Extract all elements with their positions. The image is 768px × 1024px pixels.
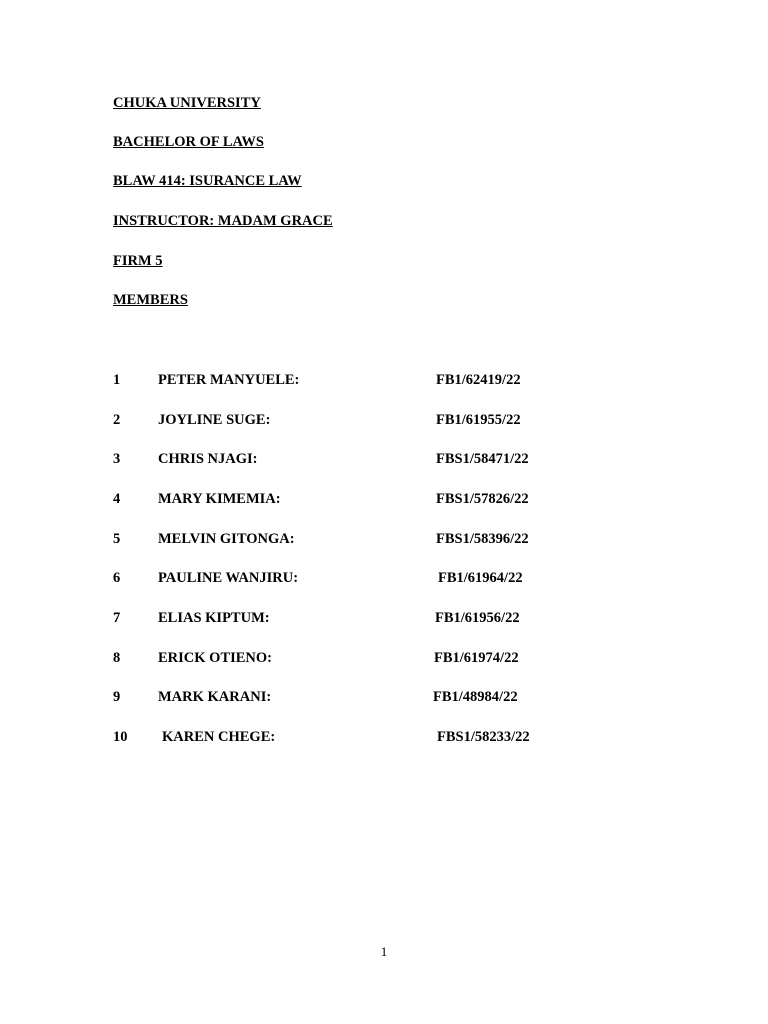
list-item: [0, 609, 768, 629]
list-item: [0, 688, 768, 708]
instructor-heading: INSTRUCTOR: MADAM GRACE: [113, 213, 333, 229]
member-name: ELIAS KIPTUM:: [158, 610, 270, 626]
list-item: [0, 411, 768, 431]
member-number: 10: [113, 729, 128, 745]
list-item: [0, 490, 768, 510]
member-reg-number: FB1/61955/22: [436, 412, 521, 428]
member-number: 8: [113, 650, 121, 666]
member-name: MELVIN GITONGA:: [158, 531, 295, 547]
firm-heading: FIRM 5: [113, 253, 163, 269]
list-item: [0, 569, 768, 589]
member-number: 6: [113, 570, 121, 586]
member-name: KAREN CHEGE:: [162, 729, 276, 745]
member-name: MARY KIMEMIA:: [158, 491, 281, 507]
member-reg-number: FB1/61964/22: [438, 570, 523, 586]
member-reg-number: FB1/48984/22: [433, 689, 518, 705]
page-number: 1: [380, 944, 388, 959]
member-name: CHRIS NJAGI:: [158, 451, 258, 467]
list-item: [0, 649, 768, 669]
member-name: JOYLINE SUGE:: [158, 412, 271, 428]
member-reg-number: FBS1/58471/22: [436, 451, 529, 467]
list-item: [0, 530, 768, 550]
member-name: PAULINE WANJIRU:: [158, 570, 299, 586]
list-item: [0, 371, 768, 391]
member-reg-number: FB1/62419/22: [436, 372, 521, 388]
member-number: 5: [113, 531, 121, 547]
member-number: 1: [113, 372, 121, 388]
member-name: ERICK OTIENO:: [158, 650, 273, 666]
list-item: [0, 450, 768, 470]
member-reg-number: FBS1/58396/22: [436, 531, 529, 547]
member-reg-number: FBS1/58233/22: [437, 729, 530, 745]
member-number: 7: [113, 610, 121, 626]
university-heading: CHUKA UNIVERSITY: [113, 95, 261, 111]
degree-heading: BACHELOR OF LAWS: [113, 134, 264, 150]
course-heading: BLAW 414: ISURANCE LAW: [113, 173, 302, 189]
list-item: [0, 728, 768, 748]
members-heading: MEMBERS: [113, 292, 188, 308]
member-number: 4: [113, 491, 121, 507]
member-number: 2: [113, 412, 121, 428]
member-reg-number: FB1/61956/22: [435, 610, 520, 626]
member-reg-number: FBS1/57826/22: [436, 491, 529, 507]
member-number: 9: [113, 689, 121, 705]
member-name: PETER MANYUELE:: [158, 372, 300, 388]
member-number: 3: [113, 451, 121, 467]
member-reg-number: FB1/61974/22: [434, 650, 519, 666]
member-name: MARK KARANI:: [158, 689, 272, 705]
